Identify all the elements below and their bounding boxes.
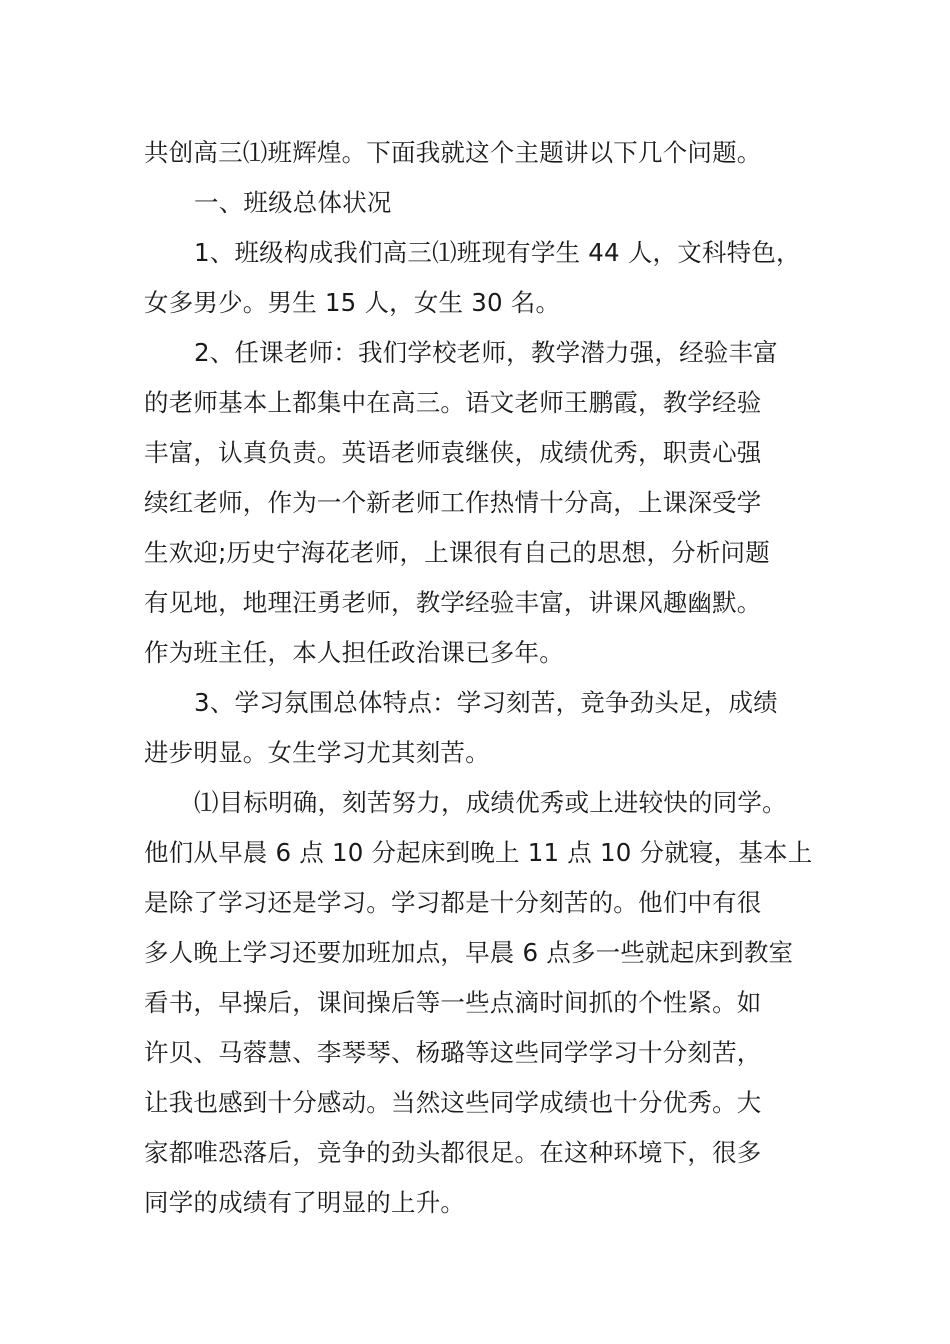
text-line: 他们从早晨 6 点 10 分起床到晚上 11 点 10 分就寝，基本上: [144, 838, 813, 867]
text-line: 作为班主任，本人担任政治课已多年。: [144, 638, 564, 667]
text-line: ⑴目标明确，刻苦努力，成绩优秀或上进较快的同学。: [194, 788, 787, 817]
text-line: 许贝、马蓉慧、李琴琴、杨璐等这些同学学习十分刻苦，: [144, 1038, 762, 1067]
text-line: 进步明显。女生学习尤其刻苦。: [144, 738, 490, 767]
text-line: 同学的成绩有了明显的上升。: [144, 1188, 466, 1217]
text-line: 是除了学习还是学习。学习都是十分刻苦的。他们中有很: [144, 888, 762, 917]
text-line: 看书，早操后，课间操后等一些点滴时间抓的个性紧。如: [144, 988, 762, 1017]
text-line: 1、班级构成我们高三⑴班现有学生 44 人，文科特色，: [194, 238, 801, 267]
text-line: 的老师基本上都集中在高三。语文老师王鹏霞，教学经验: [144, 388, 762, 417]
text-line: 3、学习氛围总体特点：学习刻苦，竞争劲头足，成绩: [194, 688, 778, 717]
text-line: 多人晚上学习还要加班加点，早晨 6 点多一些就起床到教室: [144, 938, 794, 967]
text-line: 有见地，地理汪勇老师，教学经验丰富，讲课风趣幽默。: [144, 588, 762, 617]
text-line: 共创高三⑴班辉煌。下面我就这个主题讲以下几个问题。: [144, 138, 762, 167]
text-line: 续红老师，作为一个新老师工作热情十分高，上课深受学: [144, 488, 762, 517]
text-line: 家都唯恐落后，竞争的劲头都很足。在这种环境下，很多: [144, 1138, 762, 1167]
text-line: 2、任课老师：我们学校老师，教学潜力强，经验丰富: [194, 338, 778, 367]
text-line: 生欢迎;历史宁海花老师，上课很有自己的思想，分析问题: [144, 538, 770, 567]
section-heading: 一、班级总体状况: [194, 188, 392, 217]
text-line: 让我也感到十分感动。当然这些同学成绩也十分优秀。大: [144, 1088, 762, 1117]
text-line: 丰富，认真负责。英语老师袁继侠，成绩优秀，职责心强: [144, 438, 762, 467]
text-line: 女多男少。男生 15 人，女生 30 名。: [144, 288, 561, 317]
document-body: [144, 128, 834, 1228]
